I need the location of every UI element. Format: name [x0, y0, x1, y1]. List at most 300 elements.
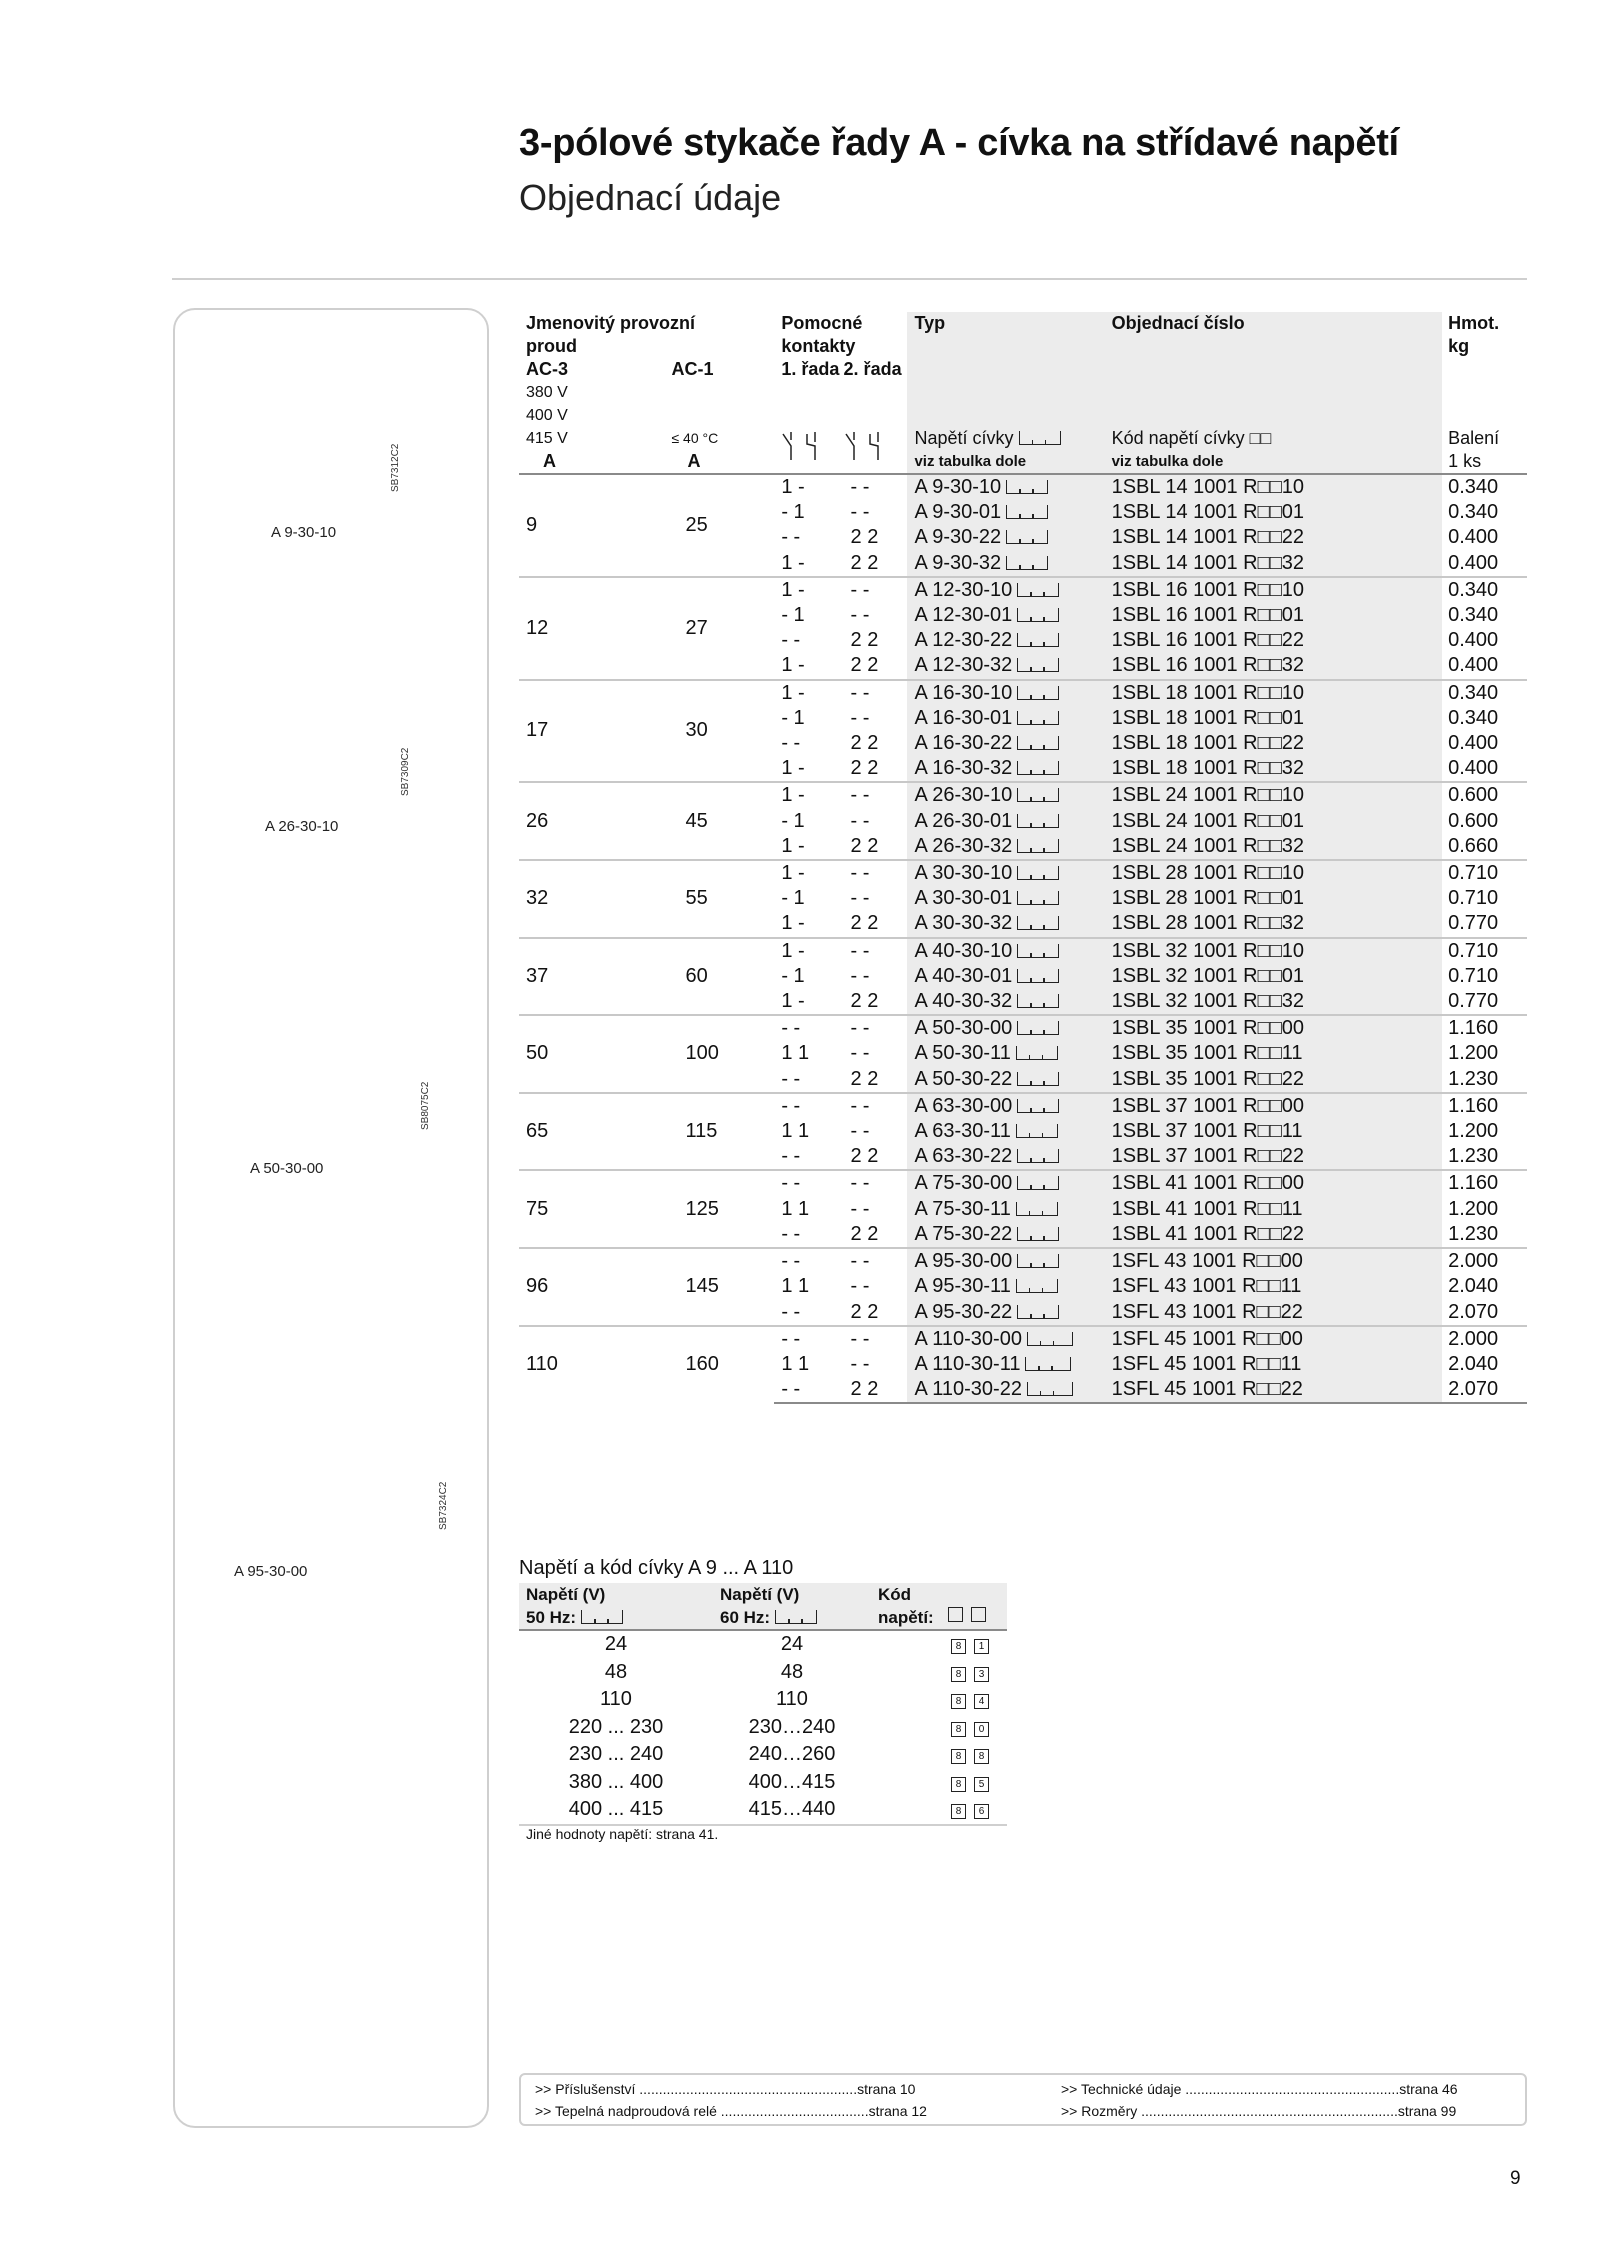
weight: 0.710 [1442, 938, 1527, 964]
aux-row2: - - [844, 474, 908, 500]
type-label: A 30-30-10 [914, 862, 1013, 885]
coil-placeholder-icon [1017, 736, 1059, 750]
page-title: 3-pólové stykače řady A - cívka na střídavé napětí [519, 122, 1399, 164]
aux-row2: - - [850, 964, 870, 987]
type-label: A 12-30-10 [914, 578, 1013, 601]
ac3-current: 37 [519, 938, 671, 1016]
table-row [519, 1015, 1527, 1041]
order-number: 1SBL 14 1001 R□□10 [1105, 474, 1442, 500]
coil-note: Jiné hodnoty napětí: strana 41. [526, 1826, 719, 1842]
coil-row [519, 1796, 1007, 1825]
coil-placeholder-icon [1017, 866, 1059, 880]
header-unit-a-2: A [687, 451, 701, 471]
product-label: A 95-30-00 [234, 1563, 308, 1580]
link-text: >> Příslušenství ........................................................ [535, 2081, 858, 2097]
coil-placeholder-icon [1017, 1176, 1059, 1190]
order-number: 1SBL 18 1001 R□□10 [1105, 680, 1442, 706]
header-row2: 2. řada [843, 359, 902, 379]
coil-placeholder-icon [1025, 1357, 1071, 1371]
aux-row1: - 1 [781, 706, 805, 729]
weight: 1.160 [1442, 1093, 1527, 1119]
type-cell [907, 782, 1104, 808]
aux-row1: - 1 [781, 809, 805, 832]
coil-placeholder-icon [1017, 1021, 1059, 1035]
coil-placeholder-icon [1006, 556, 1048, 570]
aux-row1: - 1 [781, 964, 805, 987]
type-cell [907, 886, 1104, 911]
code-box-icon [971, 1607, 986, 1622]
link-technical-data[interactable] [1061, 2081, 1458, 2097]
type-cell [907, 1197, 1104, 1222]
aux-row2: - - [850, 809, 870, 832]
code-digit: 8 [951, 1804, 966, 1819]
type-label: A 50-30-00 [914, 1017, 1013, 1040]
aux-row2: 2 2 [850, 757, 879, 780]
coil-placeholder-icon [1017, 633, 1059, 647]
type-cell [907, 731, 1104, 756]
header-aux-2: kontakty [781, 336, 856, 356]
type-cell [907, 809, 1104, 834]
table-row [519, 1248, 1527, 1274]
order-number: 1SBL 18 1001 R□□01 [1105, 706, 1442, 731]
header-weight: Hmot. [1448, 313, 1500, 333]
type-label: A 9-30-22 [914, 526, 1002, 549]
aux-row2: - - [844, 938, 908, 964]
coil-placeholder-icon [1017, 583, 1059, 597]
type-cell [907, 1300, 1104, 1326]
type-cell [907, 653, 1104, 679]
code-digit: 4 [974, 1694, 989, 1709]
order-number: 1SBL 16 1001 R□□22 [1105, 628, 1442, 653]
code-digit: 8 [951, 1639, 966, 1654]
order-number: 1SBL 37 1001 R□□11 [1105, 1119, 1442, 1144]
ac3-current: 110 [519, 1326, 671, 1404]
table-row [519, 680, 1527, 706]
header-order: Objednací číslo [1105, 312, 1442, 335]
coil-row [519, 1769, 1007, 1797]
type-label: A 12-30-22 [914, 629, 1013, 652]
aux-row2: - - [844, 860, 908, 886]
aux-row2: 2 2 [850, 732, 879, 755]
aux-row1: - 1 [781, 501, 805, 524]
voltage-50hz: 110 [600, 1688, 632, 1710]
ac1-current: 27 [671, 577, 774, 680]
aux-row1: - - [774, 1015, 843, 1041]
voltage-50hz: 48 [604, 1660, 628, 1683]
header-coil-code: Kód napětí cívky □□ [1105, 427, 1442, 450]
type-cell [907, 860, 1104, 886]
order-number: 1SFL 43 1001 R□□22 [1105, 1300, 1442, 1326]
order-number: 1SBL 14 1001 R□□32 [1105, 551, 1442, 577]
order-number: 1SBL 18 1001 R□□22 [1105, 731, 1442, 756]
header-temp: ≤ 40 °C [671, 430, 719, 446]
voltage-60hz: 24 [780, 1633, 804, 1655]
order-number: 1SBL 14 1001 R□□22 [1105, 525, 1442, 550]
aux-row1: 1 - [781, 912, 805, 935]
type-label: A 26-30-32 [914, 834, 1013, 857]
coil-placeholder-icon [1006, 505, 1048, 519]
aux-row2: 2 2 [850, 834, 879, 857]
coil-placeholder-icon [1017, 1227, 1059, 1241]
coil-h-60: Napětí (V) [720, 1585, 800, 1604]
aux-row1: - - [781, 732, 801, 755]
weight: 0.600 [1448, 809, 1499, 832]
type-label: A 9-30-10 [914, 476, 1002, 498]
coil-placeholder-icon [1017, 916, 1059, 930]
type-label: A 40-30-10 [914, 939, 1013, 962]
voltage-60hz: 400…415 [748, 1770, 836, 1793]
order-number: 1SFL 45 1001 R□□22 [1105, 1377, 1442, 1403]
aux-row2: 2 2 [850, 1145, 879, 1168]
header-type: Typ [907, 312, 1104, 335]
aux-row2: - - [850, 1352, 870, 1375]
weight: 1.200 [1448, 1042, 1499, 1065]
aux-row1: 1 1 [781, 1197, 810, 1220]
aux-row1: - - [781, 526, 801, 549]
aux-row1: 1 - [781, 990, 805, 1013]
type-cell [907, 1093, 1104, 1119]
aux-row2: - - [850, 501, 870, 524]
type-cell [907, 756, 1104, 782]
aux-row1: - - [781, 1300, 801, 1323]
weight: 0.340 [1442, 680, 1527, 706]
coil-placeholder-icon [1017, 944, 1059, 958]
type-cell [907, 1377, 1104, 1403]
ac1-current: 115 [671, 1093, 774, 1171]
aux-row2: - - [844, 1170, 908, 1196]
order-number: 1SBL 28 1001 R□□32 [1105, 911, 1442, 937]
aux-row2: 2 2 [850, 1067, 879, 1090]
aux-row1: - 1 [781, 604, 805, 627]
weight: 0.400 [1448, 551, 1499, 574]
aux-row2: - - [844, 1093, 908, 1119]
type-label: A 110-30-00 [914, 1327, 1022, 1350]
ac3-current: 26 [519, 782, 671, 860]
type-cell [907, 1015, 1104, 1041]
coil-placeholder-icon [1019, 431, 1061, 445]
coil-placeholder-icon [1017, 1072, 1059, 1086]
type-cell [907, 1274, 1104, 1299]
order-number: 1SBL 41 1001 R□□11 [1105, 1197, 1442, 1222]
coil-placeholder-icon [1016, 1202, 1058, 1216]
weight: 1.160 [1442, 1170, 1527, 1196]
ac3-current: 32 [519, 860, 671, 938]
code-box-icon [948, 1607, 963, 1622]
type-label: A 12-30-01 [914, 604, 1013, 627]
order-number: 1SBL 35 1001 R□□22 [1105, 1067, 1442, 1093]
aux-row1: 1 - [774, 860, 843, 886]
voltage-60hz: 240…260 [748, 1743, 836, 1765]
coil-placeholder-icon [1017, 1099, 1059, 1113]
type-cell [907, 628, 1104, 653]
type-label: A 30-30-01 [914, 887, 1013, 910]
weight: 0.340 [1442, 474, 1527, 500]
type-cell [907, 1170, 1104, 1196]
type-cell [907, 964, 1104, 989]
aux-row2: 2 2 [850, 526, 879, 549]
coil-placeholder-icon [1017, 1149, 1059, 1163]
coil-placeholder-icon [1017, 788, 1059, 802]
aux-row1: 1 1 [781, 1275, 810, 1298]
voltage-code [871, 1796, 1007, 1825]
coil-placeholder-icon [1006, 530, 1048, 544]
product-label: A 50-30-00 [250, 1160, 324, 1177]
link-dimensions[interactable] [1061, 2103, 1456, 2119]
voltage-60hz: 48 [780, 1660, 804, 1683]
code-digit: 3 [974, 1667, 989, 1682]
weight: 0.710 [1448, 964, 1499, 987]
weight: 0.600 [1442, 782, 1527, 808]
header-v380: 380 V [526, 384, 568, 401]
type-label: A 50-30-11 [914, 1042, 1011, 1065]
type-label: A 110-30-11 [914, 1352, 1021, 1375]
header-packing-qty: 1 ks [1448, 451, 1482, 471]
order-number: 1SBL 32 1001 R□□32 [1105, 989, 1442, 1015]
aux-row1: - - [774, 1326, 843, 1352]
aux-row1: - - [774, 1248, 843, 1274]
header-see-table-2: viz tabulka dole [1105, 450, 1442, 474]
aux-row1: - - [774, 1377, 843, 1403]
aux-row1: 1 1 [781, 1352, 810, 1375]
voltage-50hz: 380 ... 400 [568, 1770, 664, 1793]
table-row [519, 474, 1527, 500]
aux-row1: 1 - [774, 577, 843, 603]
weight: 0.400 [1448, 526, 1499, 549]
ac1-current: 25 [671, 474, 774, 577]
aux-row2: - - [850, 706, 870, 729]
coil-placeholder-icon [1027, 1332, 1073, 1346]
order-number: 1SFL 43 1001 R□□11 [1105, 1274, 1442, 1299]
code-digit: 8 [951, 1777, 966, 1792]
table-row [519, 1170, 1527, 1196]
type-label: A 26-30-01 [914, 809, 1013, 832]
type-label: A 63-30-11 [914, 1120, 1011, 1143]
ac1-current: 100 [671, 1015, 774, 1093]
coil-h-code: Kód [878, 1585, 912, 1604]
product-label: A 9-30-10 [271, 524, 337, 541]
link-text: >> Technické údaje ....................................................... [1061, 2081, 1400, 2097]
coil-placeholder-icon [1017, 1254, 1059, 1268]
type-cell [907, 834, 1104, 860]
aux-row1: 1 - [774, 938, 843, 964]
aux-row1: 1 1 [781, 1120, 810, 1143]
type-cell [907, 1144, 1104, 1170]
header-rated-current-2: proud [526, 336, 577, 356]
order-number: 1SBL 14 1001 R□□01 [1105, 500, 1442, 525]
type-cell [907, 525, 1104, 550]
coil-row [519, 1741, 1007, 1769]
order-number: 1SBL 41 1001 R□□22 [1105, 1222, 1442, 1248]
type-label: A 12-30-32 [914, 654, 1013, 677]
product-image-panel [173, 308, 489, 2128]
table-row [519, 1093, 1527, 1119]
coil-row [519, 1630, 1007, 1659]
aux-row1: - 1 [781, 887, 805, 910]
coil-placeholder-icon [1016, 1046, 1058, 1060]
order-number: 1SBL 35 1001 R□□00 [1105, 1015, 1442, 1041]
type-label: A 9-30-01 [914, 501, 1002, 524]
weight: 0.340 [1442, 577, 1527, 603]
type-label: A 16-30-32 [914, 757, 1013, 780]
ac3-current: 50 [519, 1015, 671, 1093]
order-number: 1SBL 24 1001 R□□10 [1105, 782, 1442, 808]
table-row [519, 782, 1527, 808]
weight: 0.340 [1448, 501, 1499, 524]
type-cell [907, 1326, 1104, 1352]
table-row [519, 577, 1527, 603]
order-number: 1SBL 16 1001 R□□10 [1105, 577, 1442, 603]
coil-row [519, 1686, 1007, 1714]
aux-row2: - - [844, 1015, 908, 1041]
coil-h-50b: 50 Hz: [526, 1608, 577, 1627]
coil-table-title: Napětí a kód cívky A 9 ... A 110 [519, 1557, 794, 1579]
type-label: A 16-30-10 [914, 681, 1013, 704]
aux-row2: 2 2 [850, 551, 879, 574]
weight: 0.400 [1448, 732, 1499, 755]
weight: 1.160 [1442, 1015, 1527, 1041]
type-label: A 30-30-32 [914, 912, 1013, 935]
order-number: 1SBL 16 1001 R□□01 [1105, 603, 1442, 628]
coil-row [519, 1714, 1007, 1742]
image-code: SB7309C2 [400, 747, 411, 796]
voltage-code [871, 1741, 1007, 1769]
header-ac3: AC-3 [526, 359, 569, 379]
type-cell [907, 911, 1104, 937]
aux-row2: 2 2 [850, 1300, 879, 1323]
aux-row1: - - [781, 1145, 801, 1168]
type-label: A 63-30-00 [914, 1094, 1013, 1117]
order-number: 1SBL 32 1001 R□□01 [1105, 964, 1442, 989]
link-accessories[interactable] [535, 2081, 915, 2097]
aux-row2: - - [850, 604, 870, 627]
no-nc-contact-icon-2 [844, 427, 908, 474]
coil-placeholder-icon [581, 1610, 623, 1624]
link-text: >> Rozměry .................................................................. [1061, 2103, 1398, 2119]
header-aux: Pomocné [781, 313, 863, 333]
coil-placeholder-icon [1017, 969, 1059, 983]
weight: 2.070 [1442, 1377, 1527, 1403]
header-rated-current: Jmenovitý provozní [526, 313, 696, 333]
link-thermal-relays[interactable] [535, 2103, 927, 2119]
ac3-current: 17 [519, 680, 671, 783]
aux-row2: - - [844, 782, 908, 808]
header-coil-voltage: Napětí cívky [914, 428, 1014, 448]
type-cell [907, 551, 1104, 577]
ordering-table [519, 312, 1527, 1404]
type-label: A 75-30-00 [914, 1172, 1013, 1195]
link-page: strana 12 [868, 2103, 927, 2119]
weight: 1.230 [1448, 1222, 1499, 1245]
type-cell [907, 706, 1104, 731]
aux-row2: 2 2 [850, 990, 879, 1013]
aux-row2: - - [850, 1120, 870, 1143]
aux-row2: - - [844, 1326, 908, 1352]
type-cell [907, 1248, 1104, 1274]
voltage-50hz: 24 [604, 1633, 628, 1655]
order-number: 1SBL 37 1001 R□□00 [1105, 1093, 1442, 1119]
type-label: A 63-30-22 [914, 1145, 1013, 1168]
aux-row2: - - [844, 680, 908, 706]
header-v400: 400 V [526, 407, 568, 424]
aux-row2: 2 2 [850, 912, 879, 935]
coil-placeholder-icon [1017, 686, 1059, 700]
aux-row2: 2 2 [850, 629, 879, 652]
ac3-current: 65 [519, 1093, 671, 1171]
code-digit: 6 [974, 1804, 989, 1819]
header-see-table: viz tabulka dole [907, 450, 1104, 474]
voltage-60hz: 110 [776, 1688, 808, 1710]
type-label: A 26-30-10 [914, 784, 1013, 807]
type-cell [907, 1119, 1104, 1144]
coil-placeholder-icon [1016, 1279, 1058, 1293]
type-cell [907, 938, 1104, 964]
weight: 0.710 [1442, 860, 1527, 886]
code-digit: 8 [951, 1667, 966, 1682]
type-label: A 95-30-11 [914, 1275, 1011, 1298]
code-digit: 8 [951, 1694, 966, 1709]
ac3-current: 75 [519, 1170, 671, 1248]
order-number: 1SBL 32 1001 R□□10 [1105, 938, 1442, 964]
weight: 0.400 [1448, 757, 1499, 780]
type-label: A 50-30-22 [914, 1067, 1013, 1090]
coil-placeholder-icon [1016, 1124, 1058, 1138]
coil-placeholder-icon [1017, 839, 1059, 853]
order-number: 1SBL 41 1001 R□□00 [1105, 1170, 1442, 1196]
coil-voltage-table [519, 1583, 1007, 1826]
code-digit: 1 [974, 1639, 989, 1654]
order-number: 1SBL 24 1001 R□□01 [1105, 809, 1442, 834]
page-number: 9 [1510, 2168, 1521, 2189]
ac1-current: 30 [671, 680, 774, 783]
voltage-50hz: 220 ... 230 [568, 1715, 664, 1738]
weight: 0.400 [1448, 654, 1499, 677]
order-number: 1SBL 35 1001 R□□11 [1105, 1041, 1442, 1066]
table-row [519, 860, 1527, 886]
weight: 1.200 [1448, 1197, 1499, 1220]
ac3-current: 96 [519, 1248, 671, 1326]
ac1-current: 160 [671, 1326, 774, 1404]
coil-placeholder-icon [1017, 711, 1059, 725]
aux-row1: 1 - [781, 654, 805, 677]
aux-row2: 2 2 [844, 1377, 908, 1403]
type-label: A 95-30-22 [914, 1300, 1013, 1323]
header-row1: 1. řada [781, 359, 840, 379]
type-cell [907, 577, 1104, 603]
weight: 0.710 [1448, 887, 1499, 910]
ac3-current: 9 [519, 474, 671, 577]
header-ac1: AC-1 [671, 359, 714, 379]
type-label: A 95-30-00 [914, 1250, 1013, 1273]
aux-row1: - - [781, 1222, 801, 1245]
header-divider [172, 278, 1527, 280]
aux-row1: 1 - [781, 757, 805, 780]
type-label: A 16-30-01 [914, 706, 1013, 729]
coil-placeholder-icon [1027, 1382, 1073, 1396]
header-v415: 415 V [526, 430, 568, 447]
coil-placeholder-icon [1017, 1305, 1059, 1319]
aux-row1: 1 - [781, 834, 805, 857]
coil-placeholder-icon [1017, 608, 1059, 622]
coil-placeholder-icon [1017, 658, 1059, 672]
ac1-current: 45 [671, 782, 774, 860]
voltage-60hz: 415…440 [748, 1798, 836, 1820]
type-cell [907, 1222, 1104, 1248]
voltage-code [871, 1686, 1007, 1714]
coil-placeholder-icon [1017, 761, 1059, 775]
coil-placeholder-icon [1006, 480, 1048, 494]
aux-row2: - - [850, 1197, 870, 1220]
aux-row1: - - [781, 1067, 801, 1090]
